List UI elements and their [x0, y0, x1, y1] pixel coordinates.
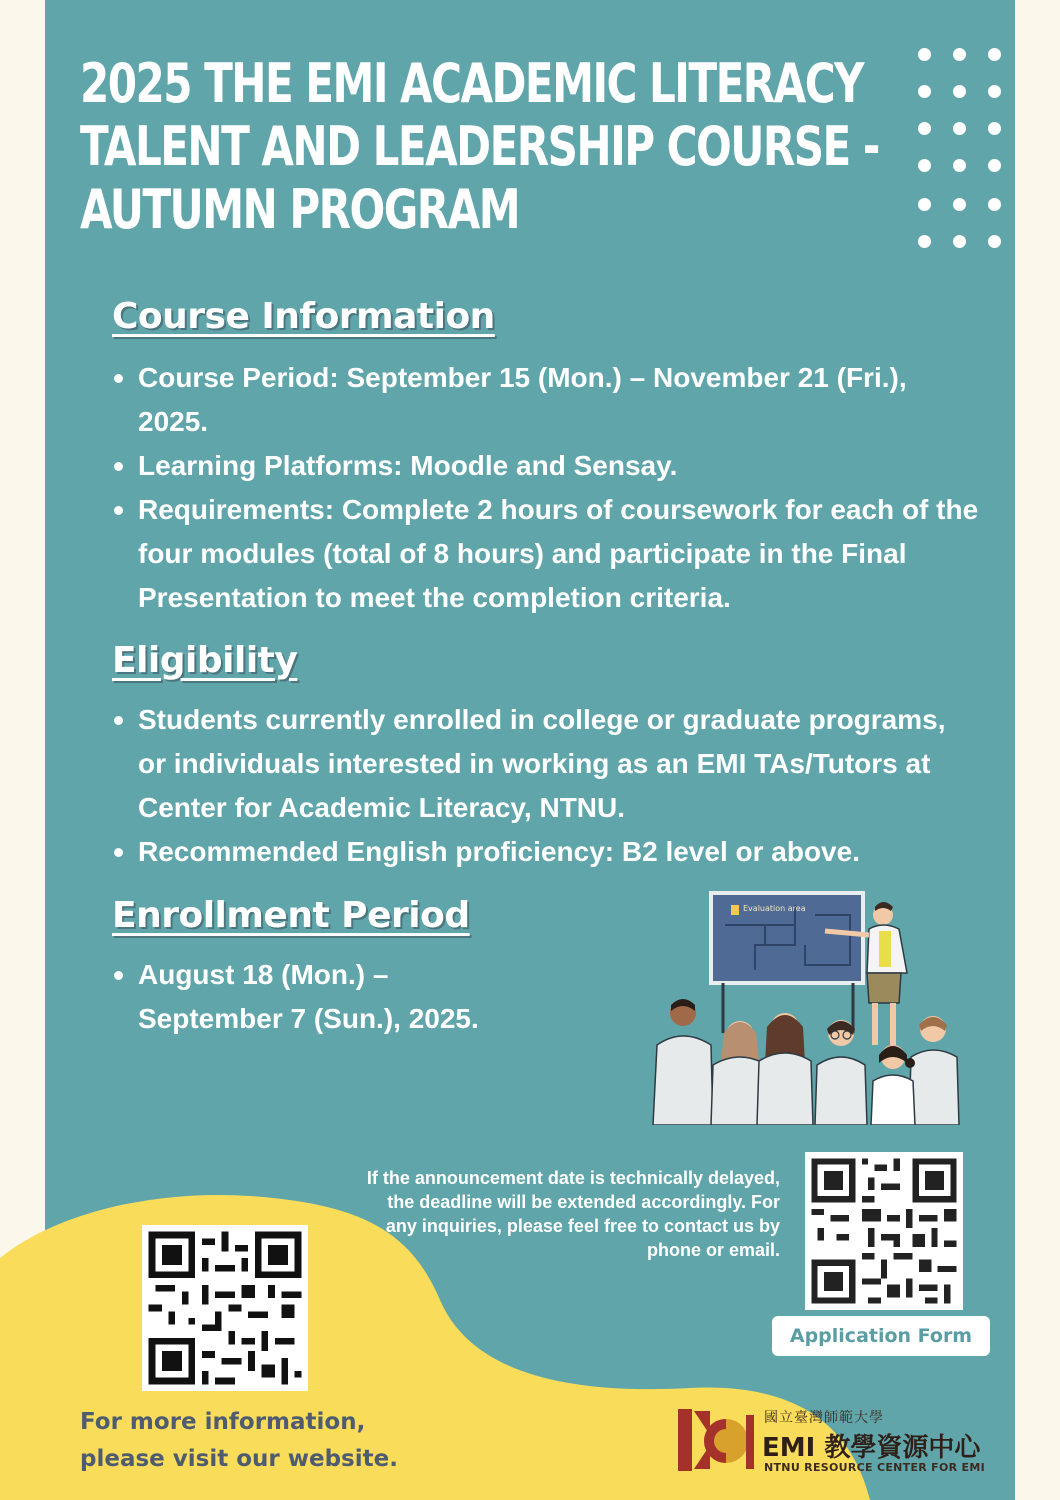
classroom-presentation-illustration — [645, 885, 965, 1125]
title-line-2: TALENT AND LEADERSHIP COURSE - — [80, 115, 879, 178]
requirements-item: Requirements: Complete 2 hours of coursework for each of the four modules (total of 8 hours) and participate in the Final Presentation to meet the completion criteria. — [112, 488, 998, 620]
enrollment-heading: Enrollment Period — [112, 895, 470, 936]
emi-center-logo-icon — [676, 1405, 756, 1473]
eligibility-list — [112, 698, 992, 874]
ntnu-emi-logo — [676, 1405, 1006, 1477]
logo-university-name: 國立臺灣師範大學 — [764, 1410, 884, 1426]
website-info-line-2: please visit our website. — [80, 1446, 398, 1472]
english-proficiency-item: Recommended English proficiency: B2 level or above. — [112, 830, 992, 874]
poster-title — [80, 52, 879, 241]
enrollment-period-item — [112, 953, 592, 1041]
enrollment-list — [112, 953, 592, 1041]
course-info-heading: Course Information — [112, 296, 495, 337]
eligible-students-item: Students currently enrolled in college or graduate programs, or individuals interested in working as an EMI TAs/Tutors at Center for Academic Literacy, NTNU. — [112, 698, 968, 830]
website-info — [80, 1404, 480, 1478]
website-info-line-1: For more information, — [80, 1409, 366, 1435]
course-period-item: Course Period: September 15 (Mon.) – November 21 (Fri.), 2025. — [112, 356, 928, 444]
eligibility-heading: Eligibility — [112, 640, 298, 681]
application-form-button[interactable]: Application Form — [772, 1316, 990, 1356]
decorative-dot-grid — [908, 42, 1028, 252]
qr-code-icon[interactable] — [805, 1152, 963, 1310]
deadline-notice: If the announcement date is technically delayed, the deadline will be extended accordingly. For any inquiries, please feel free to contact us by phone or email. — [366, 1168, 780, 1260]
board-label: Evaluation area — [743, 904, 806, 913]
title-line-1: 2025 THE EMI ACADEMIC LITERACY — [80, 52, 863, 115]
title-line-3: AUTUMN PROGRAM — [80, 178, 520, 241]
logo-english-name: NTNU RESOURCE CENTER FOR EMI — [764, 1461, 985, 1474]
enrollment-end: September 7 (Sun.), 2025. — [138, 1003, 479, 1034]
logo-center-name: EMI 教學資源中心 — [762, 1433, 981, 1463]
enrollment-start: August 18 (Mon.) – — [138, 959, 389, 990]
qr-code-icon[interactable] — [142, 1225, 308, 1391]
course-info-list — [112, 356, 1002, 620]
learning-platforms-item: Learning Platforms: Moodle and Sensay. — [112, 444, 1002, 488]
